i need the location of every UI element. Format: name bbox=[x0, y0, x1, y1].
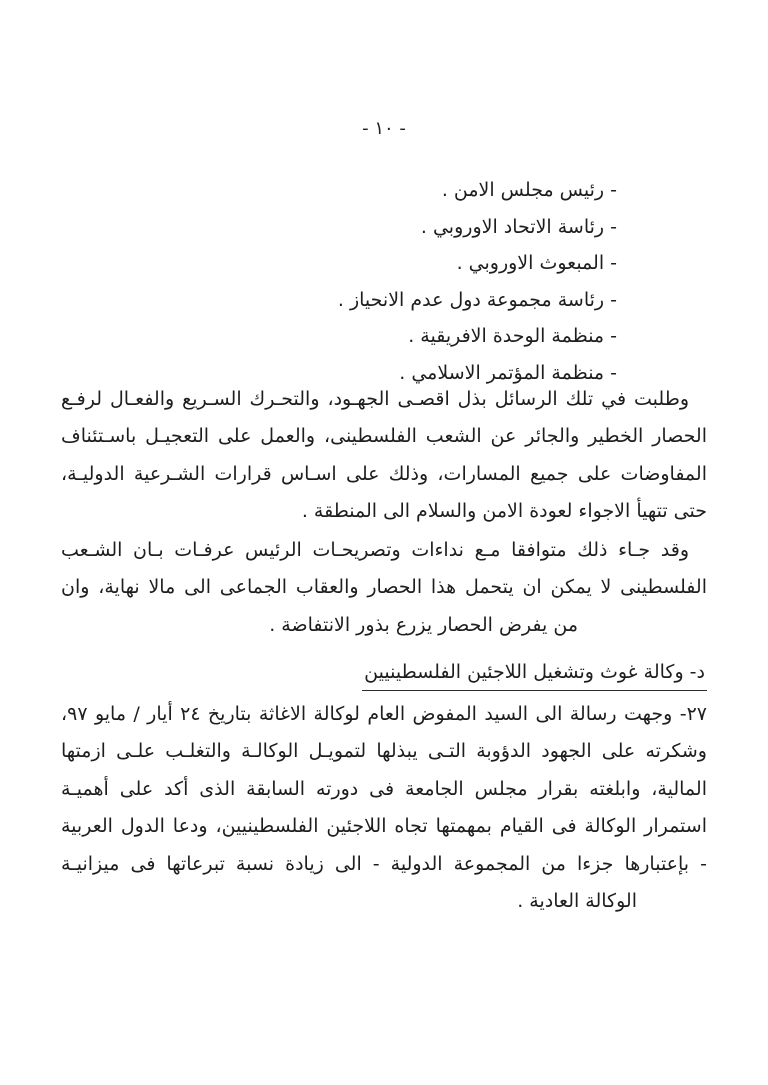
paragraph-line: من يفرض الحصار يزرع بذور الانتفاضة . bbox=[269, 613, 578, 636]
list-item: - رئيس مجلس الامن . bbox=[441, 179, 617, 201]
list-item: - منظمة المؤتمر الاسلامي . bbox=[399, 361, 617, 384]
paragraph-statements bbox=[61, 532, 707, 644]
paragraph-line: الحصار الخطير والجائر عن الشعب الفلسطينى، والعمل على التعجيـل باسـتئناف bbox=[61, 425, 707, 448]
paragraph-line: المفاوضات على جميع المسارات، وذلك على اسـاس قرارات الشـرعية الدوليـة، bbox=[61, 462, 707, 485]
paragraph-line: وقد جـاء ذلك متوافقا مـع نداءات وتصريحـات الرئيس عرفـات بـان الشـعب bbox=[61, 539, 689, 561]
paragraph-line: الفلسطينى لا يمكن ان يتحمل هذا الحصار والعقاب الجماعى الى مالا نهاية، وان bbox=[61, 576, 707, 599]
list-item: - منظمة الوحدة الافريقية . bbox=[408, 325, 617, 348]
list-item: - المبعوث الاوروبي . bbox=[456, 252, 617, 275]
paragraph-line: الوكالة العادية . bbox=[517, 889, 637, 912]
paragraph-line: - بإعتبارها جزءا من المجموعة الدولية - الى زيادة نسبة تبرعاتها فى ميزانيـة bbox=[61, 852, 707, 875]
paragraph-line: وشكرته على الجهود الدؤوبة التـى يبذلها لتمويـل الوكالـة والتغلـب علـى ازمتها bbox=[61, 740, 707, 763]
paragraph-line: وطلبت في تلك الرسائل بذل اقصـى الجهـود، والتحـرك السـريع والفعـال لرفـع bbox=[61, 388, 689, 410]
page-number: - ١٠ - bbox=[362, 118, 406, 139]
recipients-list bbox=[338, 172, 617, 392]
paragraph-line: حتى تتهيأ الاجواء لعودة الامن والسلام الى المنطقة . bbox=[301, 500, 707, 523]
paragraph-27-unrwa bbox=[61, 696, 707, 920]
paragraph-appeals bbox=[61, 381, 707, 531]
paragraph-line: ٢٧- وجهت رسالة الى السيد المفوض العام لوكالة الاغاثة بتاريخ ٢٤ أيار / مايو ٩٧، bbox=[61, 703, 707, 725]
section-d-heading: د- وكالة غوث وتشغيل اللاجئين الفلسطينيين bbox=[362, 659, 707, 691]
paragraph-line: المالية، وابلغته بقرار مجلس الجامعة فى دورته السابقة الذى أكد على أهميـة bbox=[61, 777, 707, 800]
paragraph-line: استمرار الوكالة فى القيام بمهمتها تجاه اللاجئين الفلسطينيين، ودعا الدول العربية bbox=[61, 815, 707, 838]
list-item: - رئاسة الاتحاد الاوروبي . bbox=[420, 215, 617, 238]
list-item: - رئاسة مجموعة دول عدم الانحياز . bbox=[337, 288, 617, 311]
